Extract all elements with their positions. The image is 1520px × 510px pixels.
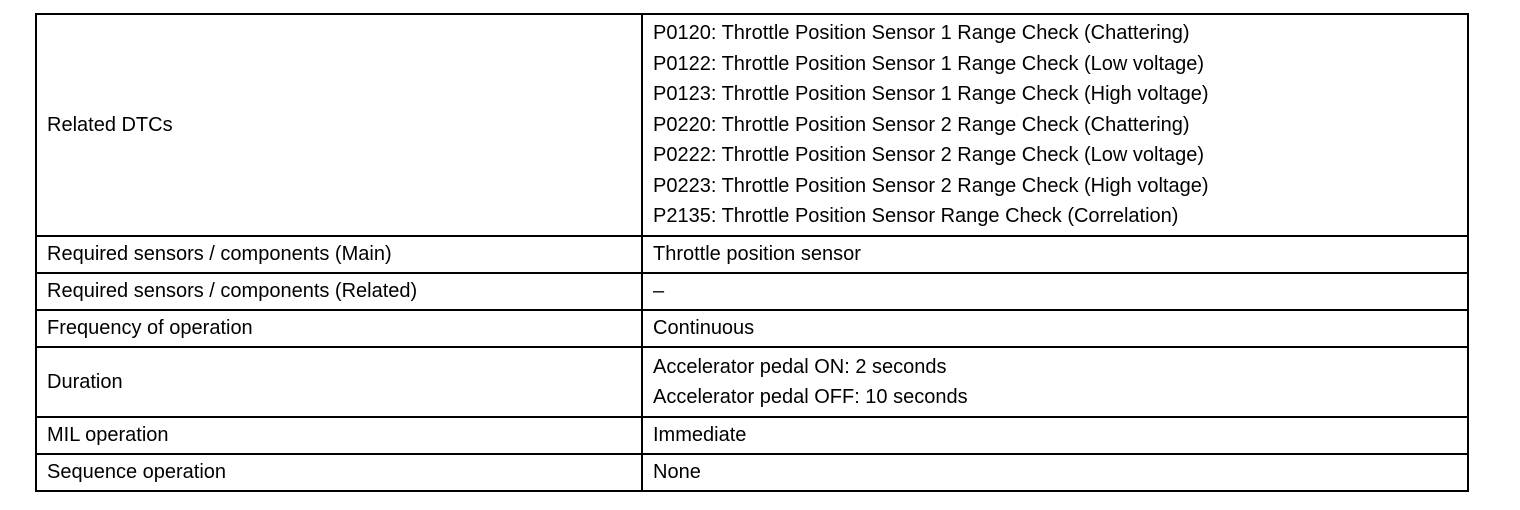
row-label: MIL operation bbox=[36, 417, 642, 454]
table-row-required-main bbox=[36, 236, 1468, 273]
row-value bbox=[642, 14, 1468, 236]
row-value bbox=[642, 236, 1468, 273]
dtc-line: P0222: Throttle Position Sensor 2 Range Check (Low voltage) bbox=[653, 144, 1205, 167]
value-line: Accelerator pedal OFF: 10 seconds bbox=[653, 386, 968, 408]
row-label: Frequency of operation bbox=[36, 310, 642, 347]
table-row-sequence-operation bbox=[36, 454, 1468, 491]
row-value bbox=[642, 417, 1468, 454]
row-value bbox=[642, 347, 1468, 417]
dtc-line: P0223: Throttle Position Sensor 2 Range Check (High voltage) bbox=[653, 174, 1209, 197]
row-label: Sequence operation bbox=[36, 454, 642, 491]
dtc-line: P0122: Throttle Position Sensor 1 Range Check (Low voltage) bbox=[653, 52, 1205, 75]
table-row-required-related bbox=[36, 273, 1468, 310]
dtc-line: P2135: Throttle Position Sensor Range Check (Correlation) bbox=[653, 205, 1179, 228]
row-value bbox=[642, 273, 1468, 310]
table-row-related-dtcs bbox=[36, 14, 1468, 236]
value-line: Continuous bbox=[653, 317, 755, 340]
value-line: None bbox=[653, 461, 701, 484]
row-label: Required sensors / components (Main) bbox=[36, 236, 642, 273]
row-value bbox=[642, 310, 1468, 347]
table-row-frequency bbox=[36, 310, 1468, 347]
row-value bbox=[642, 454, 1468, 491]
row-label: Related DTCs bbox=[36, 14, 642, 236]
value-line: – bbox=[653, 280, 665, 303]
monitor-spec-table bbox=[35, 13, 1469, 492]
value-line: Immediate bbox=[653, 424, 747, 447]
row-label: Duration bbox=[36, 347, 642, 417]
dtc-line: P0123: Throttle Position Sensor 1 Range Check (High voltage) bbox=[653, 83, 1209, 106]
dtc-line: P0220: Throttle Position Sensor 2 Range Check (Chattering) bbox=[653, 113, 1190, 136]
table-row-duration bbox=[36, 347, 1468, 417]
table-row-mil-operation bbox=[36, 417, 1468, 454]
value-line: Throttle position sensor bbox=[653, 243, 861, 266]
row-label: Required sensors / components (Related) bbox=[36, 273, 642, 310]
value-line: Accelerator pedal ON: 2 seconds bbox=[653, 355, 947, 378]
dtc-line: P0120: Throttle Position Sensor 1 Range Check (Chattering) bbox=[653, 22, 1190, 45]
